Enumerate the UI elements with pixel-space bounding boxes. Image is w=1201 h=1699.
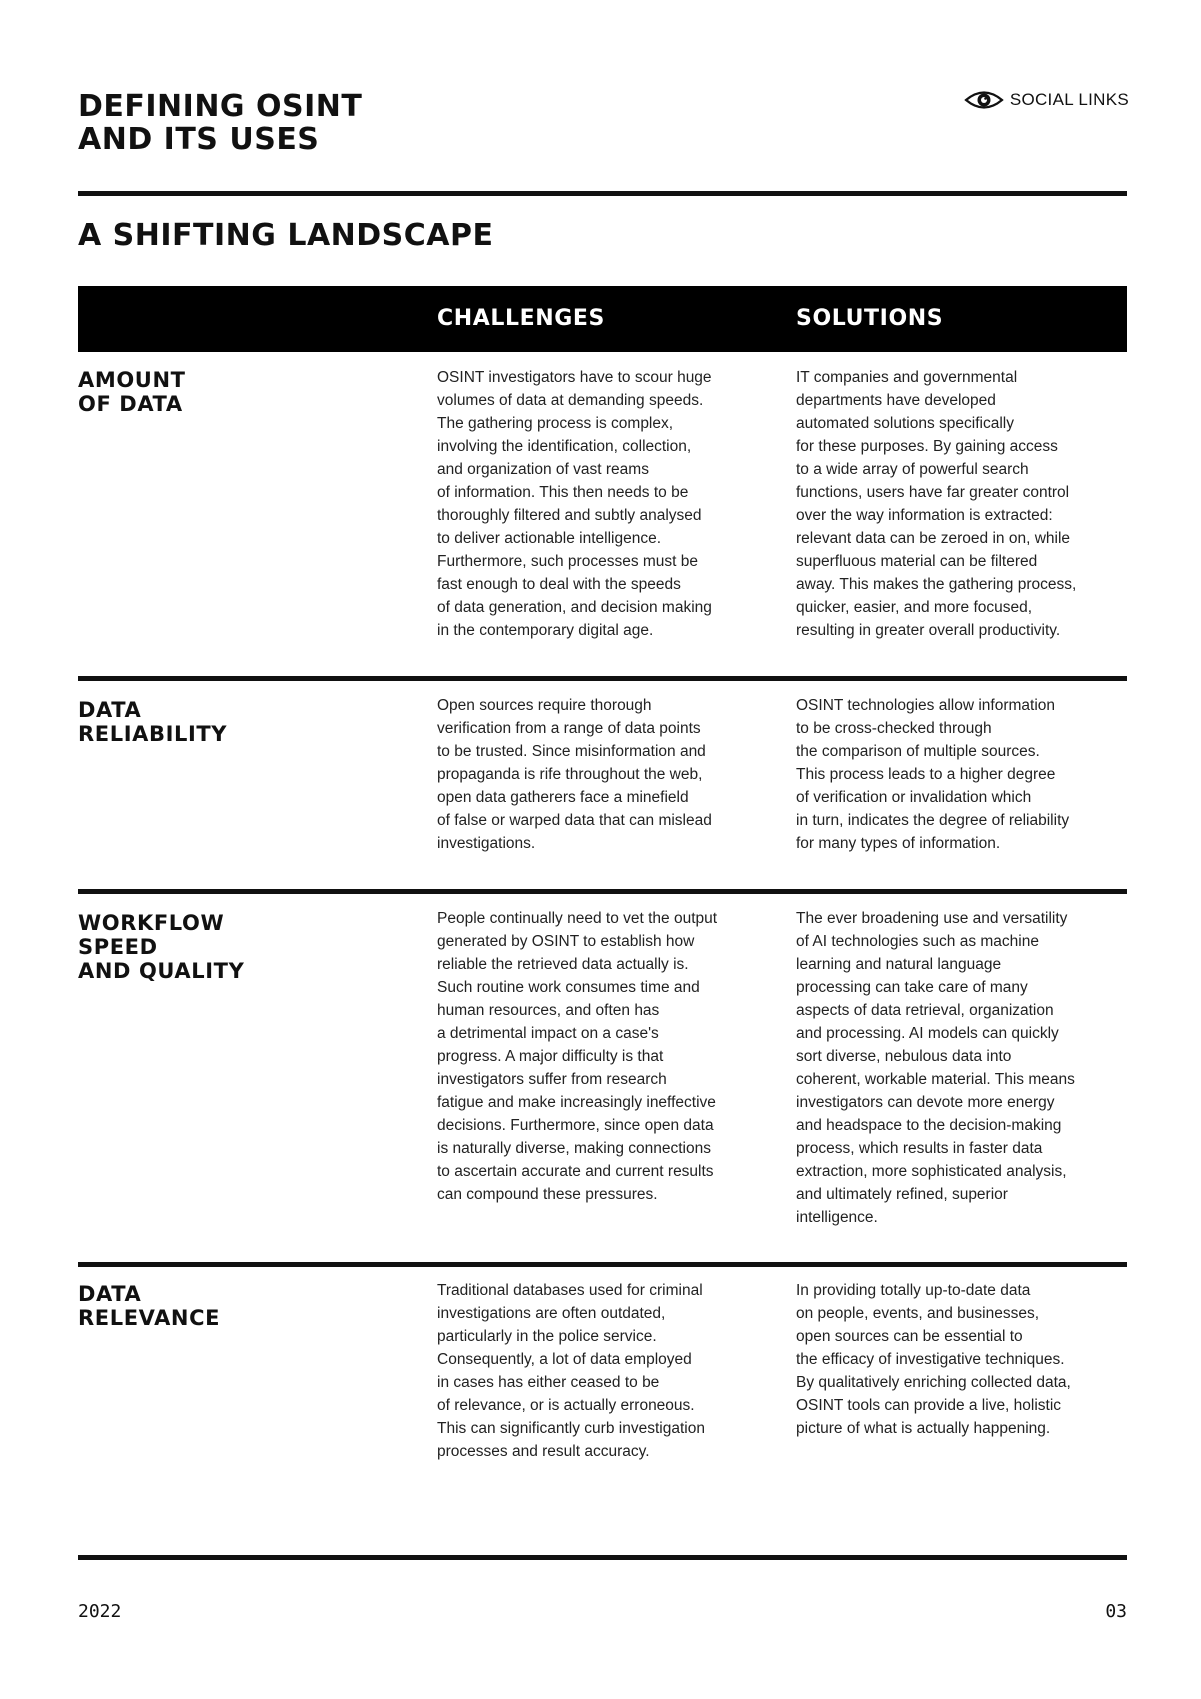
- text-line: decisions. Furthermore, since open data: [437, 1117, 714, 1134]
- row-label-line: SPEED: [78, 935, 158, 959]
- column-header-solutions: SOLUTIONS: [796, 306, 944, 331]
- text-line: open sources can be essential to: [796, 1328, 1023, 1345]
- text-line: This process leads to a higher degree: [796, 766, 1056, 783]
- text-line: particularly in the police service.: [437, 1328, 657, 1345]
- text-line: investigators can devote more energy: [796, 1094, 1055, 1111]
- text-line: This can significantly curb investigation: [437, 1420, 705, 1437]
- text-line: Furthermore, such processes must be: [437, 553, 699, 570]
- text-line: of information. This then needs to be: [437, 484, 689, 501]
- challenge-text: [437, 694, 777, 855]
- text-line: departments have developed: [796, 392, 996, 409]
- text-line: processing can take care of many: [796, 979, 1028, 996]
- brand-name: SOCIAL LINKS: [1009, 90, 1129, 109]
- row-divider: [78, 889, 1127, 894]
- footer-divider: [78, 1555, 1127, 1560]
- text-line: in the contemporary digital age.: [437, 622, 654, 639]
- row-label-line: WORKFLOW: [78, 911, 225, 935]
- row-divider: [78, 676, 1127, 681]
- text-line: OSINT tools can provide a live, holistic: [796, 1397, 1062, 1414]
- text-line: involving the identification, collection,: [437, 438, 692, 455]
- header-divider: [78, 191, 1127, 196]
- text-line: and processing. AI models can quickly: [796, 1025, 1059, 1042]
- document-title-line: AND ITS USES: [78, 122, 320, 157]
- text-line: thoroughly filtered and subtly analysed: [437, 507, 702, 524]
- row-label: [78, 911, 378, 983]
- text-line: In providing totally up-to-date data: [796, 1282, 1031, 1299]
- text-line: automated solutions specifically: [796, 415, 1014, 432]
- text-line: functions, users have far greater control: [796, 484, 1070, 501]
- text-line: to be trusted. Since misinformation and: [437, 743, 706, 760]
- text-line: the efficacy of investigative techniques.: [796, 1351, 1065, 1368]
- text-line: for many types of information.: [796, 835, 1001, 852]
- text-line: in cases has either ceased to be: [437, 1374, 660, 1391]
- social-links-eye-icon: [964, 87, 1004, 113]
- text-line: quicker, easier, and more focused,: [796, 599, 1033, 616]
- text-line: of verification or invalidation which: [796, 789, 1032, 806]
- text-line: picture of what is actually happening.: [796, 1420, 1051, 1437]
- text-line: of false or warped data that can mislead: [437, 812, 712, 829]
- text-line: process, which results in faster data: [796, 1140, 1043, 1157]
- table-header: [78, 286, 1127, 352]
- text-line: propaganda is rife throughout the web,: [437, 766, 703, 783]
- text-line: By qualitatively enriching collected data,: [796, 1374, 1071, 1391]
- text-line: Consequently, a lot of data employed: [437, 1351, 692, 1368]
- text-line: away. This makes the gathering process,: [796, 576, 1077, 593]
- row-label-line: AND QUALITY: [78, 959, 245, 983]
- text-line: and headspace to the decision-making: [796, 1117, 1062, 1134]
- column-header-challenges: CHALLENGES: [437, 306, 605, 331]
- solution-text: [796, 366, 1136, 642]
- text-line: Open sources require thorough: [437, 697, 652, 714]
- text-line: coherent, workable material. This means: [796, 1071, 1075, 1088]
- text-line: OSINT technologies allow information: [796, 697, 1056, 714]
- text-line: fast enough to deal with the speeds: [437, 576, 681, 593]
- text-line: of data generation, and decision making: [437, 599, 712, 616]
- solution-text: [796, 1279, 1136, 1440]
- row-label-line: RELIABILITY: [78, 722, 228, 746]
- solution-text: [796, 694, 1136, 855]
- text-line: sort diverse, nebulous data into: [796, 1048, 1012, 1065]
- row-label: [78, 698, 378, 746]
- text-line: generated by OSINT to establish how: [437, 933, 695, 950]
- page-number: 03: [1105, 1601, 1127, 1622]
- text-line: The gathering process is complex,: [437, 415, 674, 432]
- text-line: to ascertain accurate and current results: [437, 1163, 714, 1180]
- text-line: investigations are often outdated,: [437, 1305, 666, 1322]
- brand-logo-lockup: [964, 87, 1129, 113]
- row-label-line: AMOUNT: [78, 368, 186, 392]
- text-line: progress. A major difficulty is that: [437, 1048, 664, 1065]
- text-line: volumes of data at demanding speeds.: [437, 392, 704, 409]
- text-line: human resources, and often has: [437, 1002, 660, 1019]
- text-line: verification from a range of data points: [437, 720, 701, 737]
- text-line: in turn, indicates the degree of reliability: [796, 812, 1070, 829]
- text-line: investigations.: [437, 835, 536, 852]
- row-label-line: OF DATA: [78, 392, 183, 416]
- text-line: on people, events, and businesses,: [796, 1305, 1040, 1322]
- text-line: to deliver actionable intelligence.: [437, 530, 662, 547]
- text-line: fatigue and make increasingly ineffective: [437, 1094, 716, 1111]
- text-line: to a wide array of powerful search: [796, 461, 1029, 478]
- text-line: over the way information is extracted:: [796, 507, 1053, 524]
- text-line: open data gatherers face a minefield: [437, 789, 689, 806]
- document-title-line: DEFINING OSINT: [78, 89, 363, 124]
- text-line: extraction, more sophisticated analysis,: [796, 1163, 1067, 1180]
- text-line: can compound these pressures.: [437, 1186, 658, 1203]
- text-line: The ever broadening use and versatility: [796, 910, 1068, 927]
- text-line: Such routine work consumes time and: [437, 979, 700, 996]
- document-title: [78, 90, 498, 156]
- text-line: IT companies and governmental: [796, 369, 1018, 386]
- row-label: [78, 1282, 378, 1330]
- row-label-line: DATA: [78, 698, 142, 722]
- text-line: to be cross-checked through: [796, 720, 992, 737]
- text-line: intelligence.: [796, 1209, 878, 1226]
- footer-year: 2022: [78, 1601, 122, 1622]
- challenge-text: [437, 366, 777, 642]
- text-line: People continually need to vet the output: [437, 910, 718, 927]
- text-line: aspects of data retrieval, organization: [796, 1002, 1054, 1019]
- row-divider: [78, 1262, 1127, 1267]
- text-line: investigators suffer from research: [437, 1071, 667, 1088]
- text-line: processes and result accuracy.: [437, 1443, 650, 1460]
- text-line: the comparison of multiple sources.: [796, 743, 1040, 760]
- challenge-text: [437, 907, 777, 1206]
- text-line: resulting in greater overall productivity.: [796, 622, 1061, 639]
- text-line: relevant data can be zeroed in on, while: [796, 530, 1071, 547]
- row-label: [78, 368, 378, 416]
- text-line: a detrimental impact on a case's: [437, 1025, 659, 1042]
- text-line: reliable the retrieved data actually is.: [437, 956, 689, 973]
- text-line: of AI technologies such as machine: [796, 933, 1039, 950]
- text-line: and organization of vast reams: [437, 461, 649, 478]
- challenge-text: [437, 1279, 777, 1463]
- text-line: superfluous material can be filtered: [796, 553, 1038, 570]
- text-line: OSINT investigators have to scour huge: [437, 369, 712, 386]
- section-title: A SHIFTING LANDSCAPE: [78, 218, 494, 253]
- text-line: is naturally diverse, making connections: [437, 1140, 711, 1157]
- text-line: Traditional databases used for criminal: [437, 1282, 703, 1299]
- text-line: and ultimately refined, superior: [796, 1186, 1008, 1203]
- row-label-line: RELEVANCE: [78, 1306, 221, 1330]
- row-label-line: DATA: [78, 1282, 142, 1306]
- solution-text: [796, 907, 1136, 1229]
- text-line: for these purposes. By gaining access: [796, 438, 1058, 455]
- text-line: of relevance, or is actually erroneous.: [437, 1397, 695, 1414]
- text-line: learning and natural language: [796, 956, 1002, 973]
